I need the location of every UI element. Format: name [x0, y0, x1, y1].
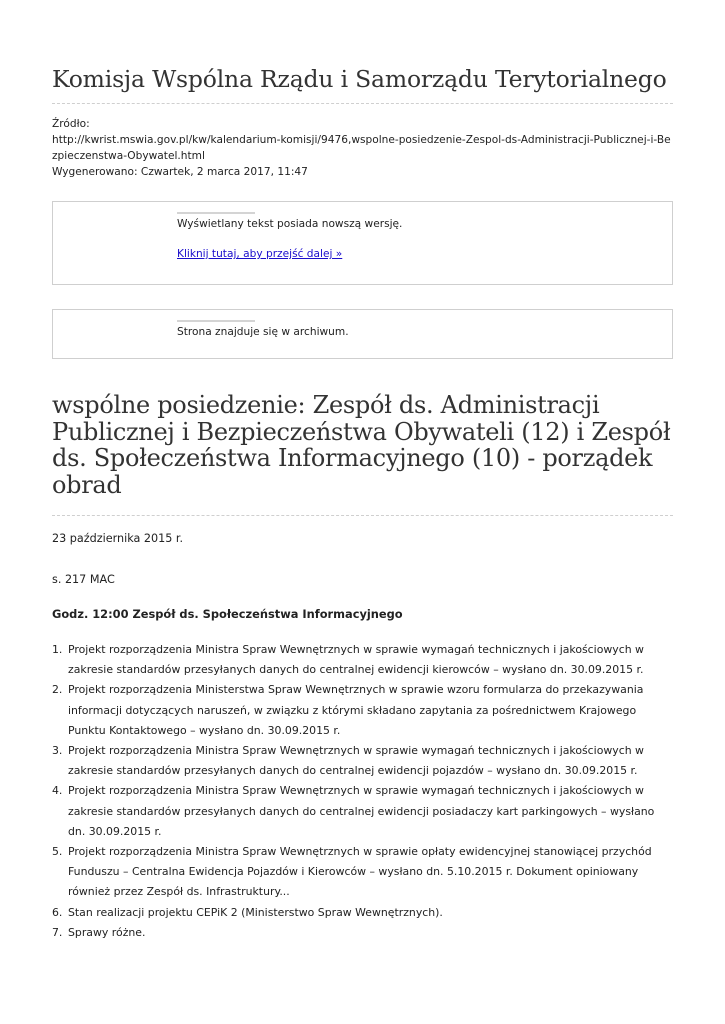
agenda-item-text: Projekt rozporządzenia Ministra Spraw Wewnętrznych w sprawie wymagań technicznych i jakościowych w zakresie standardów przesyłanych danych do centralnej ewidencji posiadaczy kart parkingowych – wysłano dn. 30.09.2015 r. [68, 784, 655, 838]
agenda-item-number: 7. [52, 925, 63, 939]
newer-version-text: Wyświetlany tekst posiada nowszą wersję. [177, 218, 403, 230]
agenda-item [52, 842, 673, 903]
notice-divider [177, 212, 255, 214]
agenda-item-text: Stan realizacji projektu CEPiK 2 (Ministerstwo Spraw Wewnętrznych). [68, 905, 443, 919]
source-label: Źródło: [52, 118, 90, 130]
source-url: http://kwrist.mswia.gov.pl/kw/kalendarium-komisji/9476,wspolne-posiedzenie-Zespol-ds-Administracji-Publicznej-i-Bezpieczenstwa-Obywatel.html [52, 134, 671, 162]
agenda-item-number: 1. [52, 643, 63, 656]
agenda-item-number: 6. [52, 905, 63, 919]
agenda-item [52, 903, 673, 923]
article-title: wspólne posiedzenie: Zespół ds. Administracji Publicznej i Bezpieczeństwa Obywateli (12) i Zespół ds. Społeczeństwa Informacyjnego (10) - porządek obrad [52, 391, 671, 499]
agenda-item-number: 2. [52, 683, 63, 697]
article-title-divider [52, 515, 673, 516]
newer-version-notice [52, 201, 673, 285]
agenda-list [52, 640, 673, 943]
agenda-item-text: Projekt rozporządzenia Ministerstwa Spraw Wewnętrznych w sprawie wzoru formularza do przekazywania informacji dotyczących naruszeń, w związku z którymi składano zapytania za pośrednictwem Krajowego Punktu Kontaktowego – wysłano dn. 30.09.2015 r. [68, 683, 644, 737]
agenda-item-number: 3. [52, 744, 63, 758]
agenda-item [52, 640, 673, 680]
source-meta [52, 116, 673, 180]
agenda-item [52, 781, 673, 842]
generated-timestamp: Wygenerowano: Czwartek, 2 marca 2017, 11:47 [52, 166, 308, 178]
meeting-date: 23 października 2015 r. [52, 532, 184, 545]
site-title: Komisja Wspólna Rządu i Samorządu Terytorialnego [52, 65, 667, 93]
agenda-item-text: Projekt rozporządzenia Ministra Spraw Wewnętrznych w sprawie opłaty ewidencyjnej stanowiącej przychód Funduszu – Centralna Ewidencja Pojazdów i Kierowców – wysłano dn. 5.10.2015 r. Dokument opiniowany również przez Zespół ds. Infrastruktury... [68, 845, 652, 899]
agenda-item [52, 680, 673, 741]
archive-notice [52, 309, 673, 359]
agenda-item-text: Projekt rozporządzenia Ministra Spraw Wewnętrznych w sprawie wymagań technicznych i jakościowych w zakresie standardów przesyłanych danych do centralnej ewidencji pojazdów – wysłano dn. 30.09.2015 r. [68, 744, 644, 778]
agenda-item-text: Projekt rozporządzenia Ministra Spraw Wewnętrznych w sprawie wymagań technicznych i jakościowych w zakresie standardów przesyłanych danych do centralnej ewidencji kierowców – wysłano dn. 30.09.2015 r. [68, 643, 644, 677]
agenda-item-number: 4. [52, 784, 63, 798]
title-divider [52, 103, 673, 104]
agenda-item-number: 5. [52, 845, 63, 859]
agenda-item-text: Sprawy różne. [68, 925, 146, 939]
meeting-room: s. 217 MAC [52, 573, 115, 586]
archive-text: Strona znajduje się w archiwum. [177, 326, 349, 338]
notice-divider [177, 320, 255, 322]
agenda-item [52, 923, 673, 943]
section-heading: Godz. 12:00 Zespół ds. Społeczeństwa Informacyjnego [52, 607, 403, 621]
agenda-item [52, 741, 673, 781]
newer-version-link[interactable]: Kliknij tutaj, aby przejść dalej » [177, 248, 343, 260]
